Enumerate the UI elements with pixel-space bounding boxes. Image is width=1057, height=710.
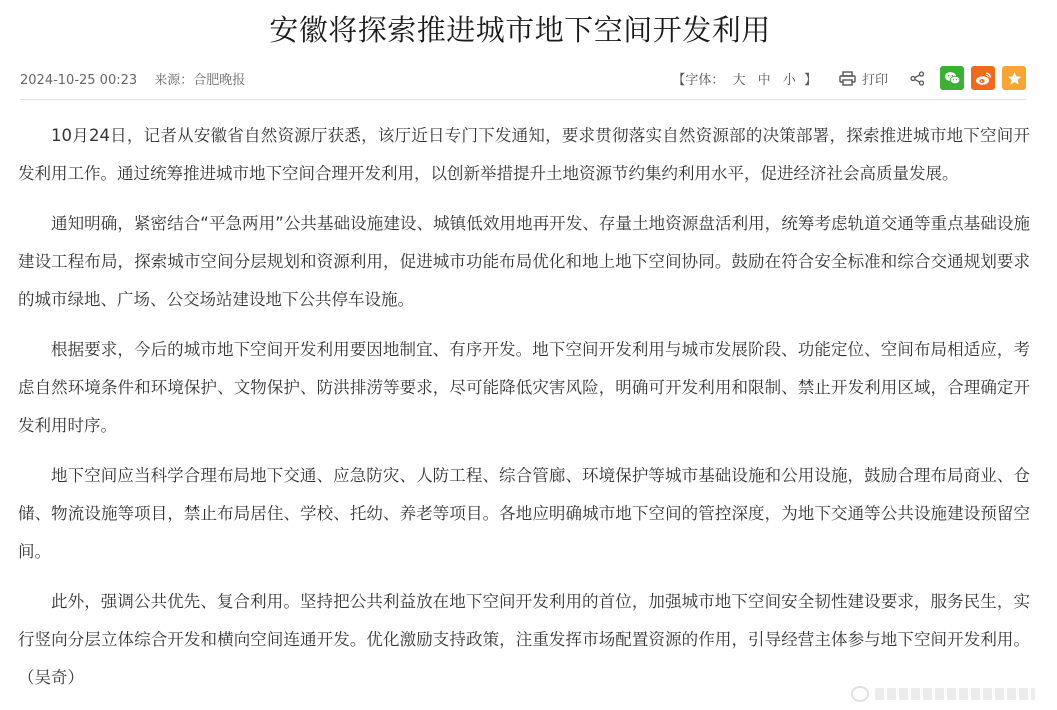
watermark-text-bar <box>875 688 1035 700</box>
font-size-label-close: 】 <box>803 72 817 88</box>
font-size-large-button[interactable]: 大 <box>732 72 746 88</box>
weibo-share-button[interactable] <box>971 66 995 90</box>
font-size-label: 【字体： <box>672 72 725 88</box>
weibo-icon <box>975 71 992 86</box>
star-icon <box>1007 71 1022 86</box>
article-paragraph: 地下空间应当科学合理布局地下交通、应急防灾、人防工程、综合管廊、环境保护等城市基础设施和公用设施，鼓励合理布局商业、仓储、物流设施等项目，禁止布局居住、学校、托幼、养老等项目。各地应明确城市地下空间的管控深度，为地下交通等公共设施建设预留空间。 <box>18 466 1030 561</box>
article-info <box>20 69 258 88</box>
article-body <box>18 117 1030 709</box>
font-size-medium-button[interactable]: 中 <box>757 72 771 88</box>
publish-date: 2024-10-25 00:23 <box>20 72 138 88</box>
article-paragraph: 此外，强调公共优先、复合利用。坚持把公共利益放在地下空间开发利用的首位，加强城市地下空间安全韧性建设要求，服务民生，实行竖向分层立体综合开发和横向空间连通开发。优化激励支持政策，注重发挥市场配置资源的作用，引导经营主体参与地下空间开发利用。（吴奇） <box>18 592 1030 687</box>
article-source: 来源：合肥晚报 <box>154 72 246 88</box>
share-icon[interactable] <box>910 71 925 86</box>
print-label: 打印 <box>861 72 888 88</box>
printer-icon <box>839 71 856 86</box>
print-button[interactable] <box>839 69 888 88</box>
font-size-small-button[interactable]: 小 <box>782 72 796 88</box>
favorite-button[interactable] <box>1002 66 1026 90</box>
wechat-share-button[interactable] <box>940 66 964 90</box>
font-size-control <box>672 69 817 88</box>
wechat-icon <box>944 71 961 86</box>
article-paragraph: 根据要求，今后的城市地下空间开发利用要因地制宜、有序开发。地下空间开发利用与城市发展阶段、功能定位、空间布局相适应，考虑自然环境条件和环境保护、文物保护、防洪排涝等要求，尽可能降低灾害风险，明确可开发利用和限制、禁止开发利用区域，合理确定开发利用时序。 <box>18 340 1030 435</box>
article-paragraph: 10月24日，记者从安徽省自然资源厅获悉，该厅近日专门下发通知，要求贯彻落实自然资源部的决策部署，探索推进城市地下空间开发利用工作。通过统筹推进城市地下空间合理开发利用，以创新举措提升土地资源节约集约利用水平，促进经济社会高质量发展。 <box>18 126 1030 183</box>
article-tools <box>672 66 1026 90</box>
article-paragraph: 通知明确，紧密结合“平急两用”公共基础设施建设、城镇低效用地再开发、存量土地资源盘活利用，统筹考虑轨道交通等重点基础设施建设工程布局，探索城市空间分层规划和资源利用，促进城市功能布局优化和地上地下空间协同。鼓励在符合安全标准和综合交通规划要求的城市绿地、广场、公交场站建设地下公共停车设施。 <box>18 214 1030 309</box>
watermark <box>851 686 1035 702</box>
watermark-logo-icon <box>851 686 869 702</box>
header-divider <box>20 99 1026 100</box>
article-meta-bar <box>20 63 1026 93</box>
article-title: 安徽将探索推进城市地下空间开发利用 <box>269 13 771 47</box>
